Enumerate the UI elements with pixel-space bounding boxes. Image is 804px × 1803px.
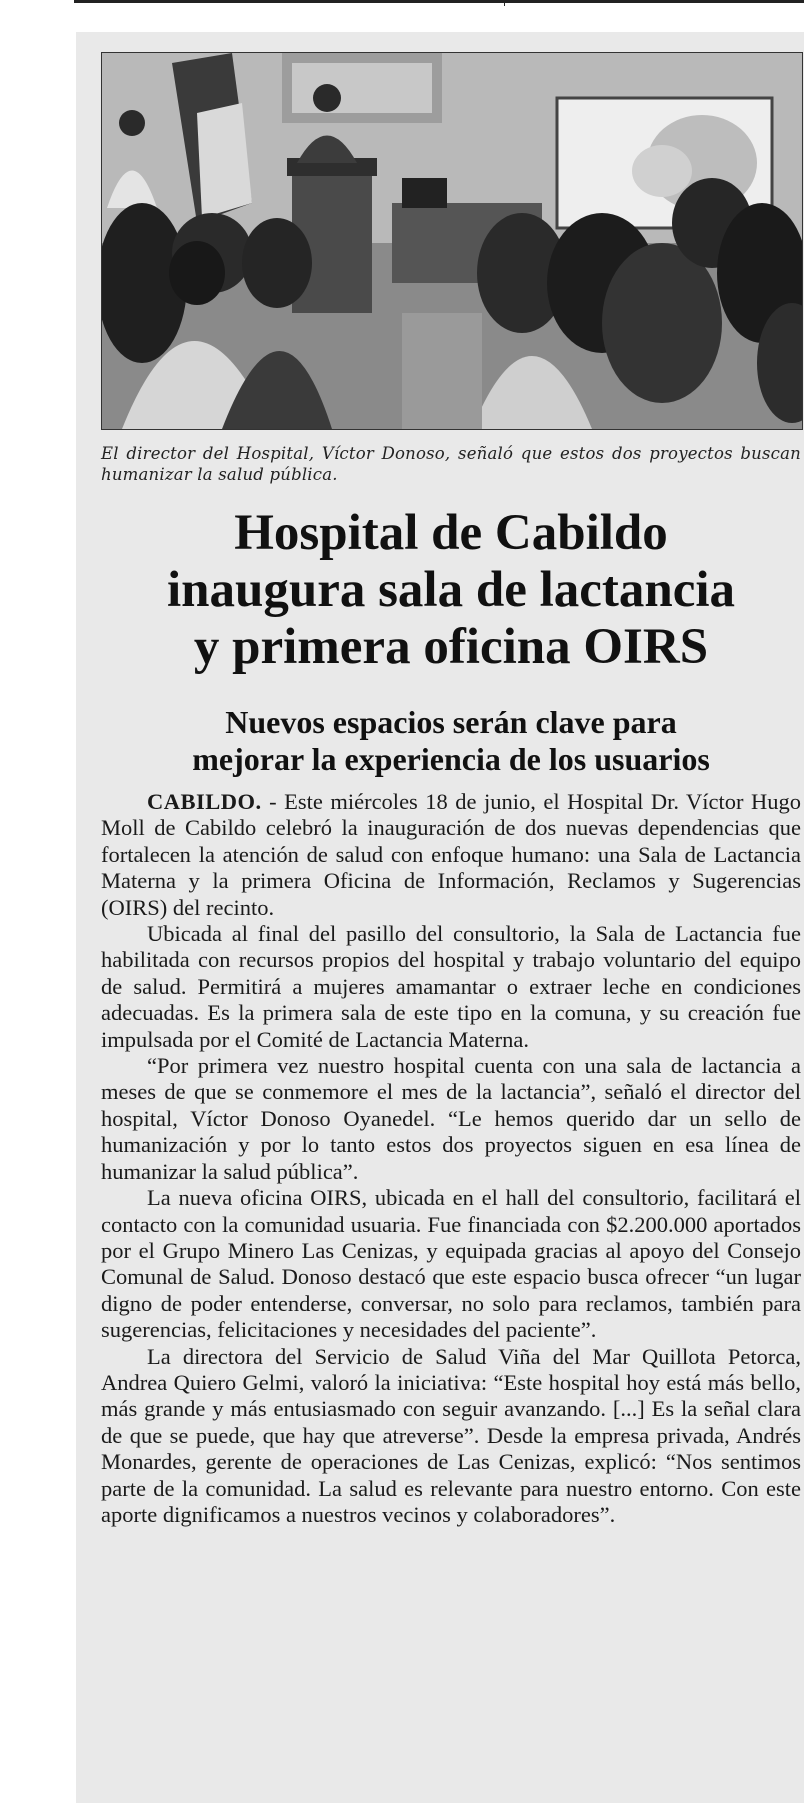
- headline-line-3: y primera oficina OIRS: [193, 619, 709, 675]
- subheadline-line-1: Nuevos espacios serán clave para: [225, 704, 677, 740]
- subheadline: [101, 704, 801, 778]
- article-photo: [101, 52, 803, 430]
- headline: [101, 505, 801, 676]
- dateline: CABILDO.: [147, 789, 262, 814]
- paragraph-5: La directora del Servicio de Salud Viña del Mar Quillota Petorca, Andrea Quiero Gelmi, valoró la iniciativa: “Este hospital hoy está más bello, más grande y más entusiasmado con seguir avanzando. [...] Es la señal clara de que se puede, que hay que atreverse”. Desde la empresa privada, Andrés Monardes, gerente de operaciones de Las Cenizas, explicó: “Nos sentimos parte de la comunidad. La salud es relevante para nuestro entorno. Con este aporte dignificamos a nuestros vecinos y colaboradores”.: [101, 1343, 801, 1527]
- headline-line-2: inaugura sala de lactancia: [166, 562, 736, 618]
- paragraph-1-text: - Este miércoles 18 de junio, el Hospital Dr. Víctor Hugo Moll de Cabildo celebró la inauguración de dos nuevas dependencias que fortalecen la atención de salud con enfoque humano: una Sala de Lactancia Materna y la primera Oficina de Información, Reclamos y Sugerencias (OIRS) del recinto.: [101, 789, 801, 920]
- paragraph-3: “Por primera vez nuestro hospital cuenta con una sala de lactancia a meses de que se conmemore el mes de la lactancia”, señaló el director del hospital, Víctor Donoso Oyanedel. “Le hemos querido dar un sello de humanización y por lo tanto estos dos proyectos siguen en esa línea de humanizar la salud pública”.: [101, 1053, 801, 1184]
- paragraph-4: La nueva oficina OIRS, ubicada en el hall del consultorio, facilitará el contacto con la comunidad usuaria. Fue financiada con $2.200.000 aportados por el Grupo Minero Las Cenizas, y equipada gracias al apoyo del Consejo Comunal de Salud. Donoso destacó que este espacio busca ofrecer “un lugar digno de poder entenderse, conversar, no solo para reclamos, también para sugerencias, felicitaciones y necesidades del paciente”.: [101, 1185, 801, 1343]
- column-divider: [504, 0, 505, 6]
- top-rule: [74, 0, 804, 3]
- article-body: [101, 789, 801, 1528]
- paragraph-1: [101, 789, 801, 921]
- photo-caption: El director del Hospital, Víctor Donoso, señaló que estos dos proyectos buscan humanizar la salud pública.: [101, 444, 801, 484]
- subheadline-line-2: mejorar la experiencia de los usuarios: [192, 741, 710, 777]
- headline-line-1: Hospital de Cabildo: [234, 505, 668, 561]
- paragraph-2: Ubicada al final del pasillo del consultorio, la Sala de Lactancia fue habilitada con recursos propios del hospital y trabajo voluntario del equipo de salud. Permitirá a mujeres amamantar o extraer leche en condiciones adecuadas. Es la primera sala de este tipo en la comuna, y su creación fue impulsada por el Comité de Lactancia Materna.: [101, 921, 801, 1052]
